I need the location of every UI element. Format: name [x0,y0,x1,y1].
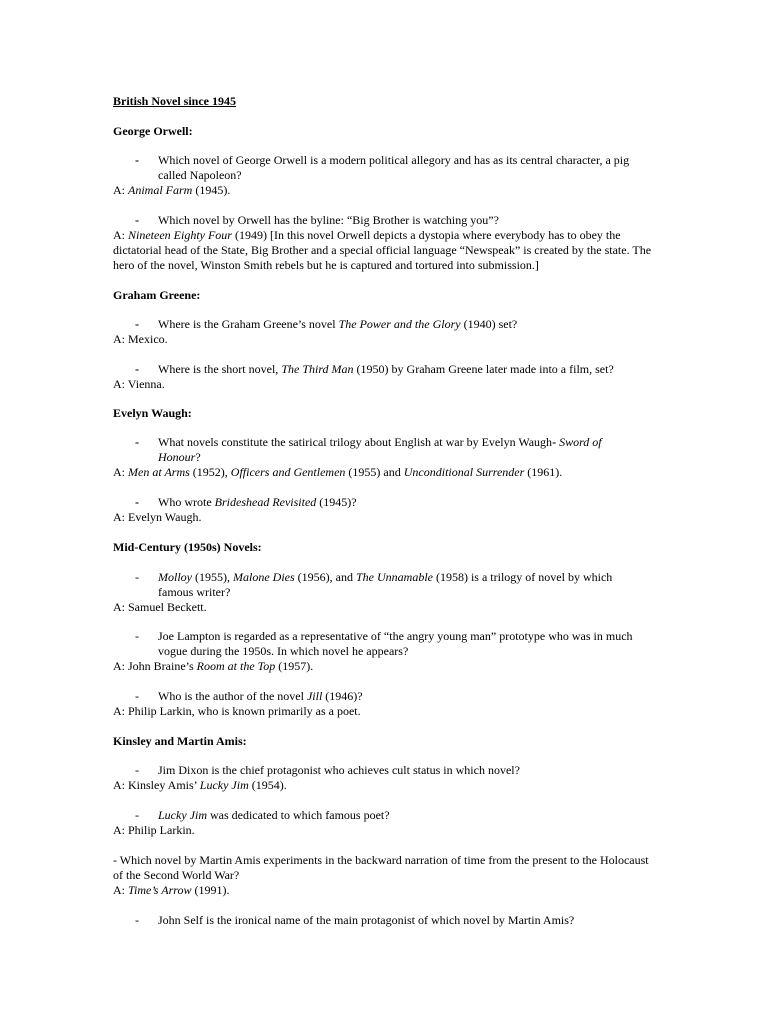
answer-text: A: John Braine’s Room at the Top (1957). [113,659,314,673]
question-text: John Self is the ironical name of the main protagonist of which novel by Martin Amis? [158,913,575,927]
question-item: - Joe Lampton is regarded as a representative of “the angry young man” prototype who was in much vogue during the 1950s. In which novel he appears? [113,629,658,659]
question-text: Lucky Jim was dedicated to which famous poet? [158,808,390,822]
section-heading-waugh: Evelyn Waugh: [113,406,192,420]
question-text: Which novel by Orwell has the byline: “Big Brother is watching you”? [158,213,499,227]
question-text: Joe Lampton is regarded as a representative of “the angry young man” prototype who was in much vogue during the 1950s. In which novel he appears? [158,629,633,658]
answer-text: A: Nineteen Eighty Four (1949) [In this novel Orwell depicts a dystopia where everybody has to obey the dictatorial head of the State, Big Brother and a special official language “Newspeak” is created by the state. The hero of the novel, Winston Smith rebels but he is captured and tortured into submission.] [113,228,652,272]
question-text: - Which novel by Martin Amis experiments in the backward narration of time from the present to the Holocaust of the Second World War? [113,853,649,882]
section-heading-greene: Graham Greene: [113,288,201,302]
section-heading-mid-century: Mid-Century (1950s) Novels: [113,540,262,554]
question-text: Which novel of George Orwell is a modern political allegory and has as its central character, a pig called Napoleon? [158,153,630,182]
question-item: - Lucky Jim was dedicated to which famous poet? [113,808,658,823]
section-heading-orwell: George Orwell: [113,124,193,138]
answer-text: A: Kinsley Amis’ Lucky Jim (1954). [113,778,287,792]
answer-text: A: Mexico. [113,332,168,346]
section-heading-amis: Kinsley and Martin Amis: [113,734,247,748]
answer-text: A: Evelyn Waugh. [113,510,202,524]
question-item: - Where is the short novel, The Third Man (1950) by Graham Greene later made into a film, set? [113,362,658,377]
question-text: Who wrote Brideshead Revisited (1945)? [158,495,357,509]
question-item: - Which novel by Orwell has the byline: “Big Brother is watching you”? [113,213,658,228]
answer-text: A: Time’s Arrow (1991). [113,883,230,897]
answer-text: A: Animal Farm (1945). [113,183,231,197]
question-text: Jim Dixon is the chief protagonist who achieves cult status in which novel? [158,763,520,777]
question-item: - Who is the author of the novel Jill (1946)? [113,689,658,704]
question-item: - What novels constitute the satirical trilogy about English at war by Evelyn Waugh- Sword of Honour? [113,435,658,465]
question-text: Molloy (1955), Malone Dies (1956), and The Unnamable (1958) is a trilogy of novel by which famous writer? [158,570,613,599]
answer-text: A: Samuel Beckett. [113,600,207,614]
answer-text: A: Men at Arms (1952), Officers and Gentlemen (1955) and Unconditional Surrender (1961). [113,465,563,479]
question-text: Where is the Graham Greene’s novel The Power and the Glory (1940) set? [158,317,518,331]
document-title: British Novel since 1945 [113,94,236,108]
question-item: - Jim Dixon is the chief protagonist who achieves cult status in which novel? [113,763,658,778]
question-item: - Molloy (1955), Malone Dies (1956), and The Unnamable (1958) is a trilogy of novel by which famous writer? [113,570,658,600]
question-item: - John Self is the ironical name of the main protagonist of which novel by Martin Amis? [113,913,658,928]
question-text: Who is the author of the novel Jill (1946)? [158,689,363,703]
question-item: - Where is the Graham Greene’s novel The Power and the Glory (1940) set? [113,317,658,332]
question-text: What novels constitute the satirical trilogy about English at war by Evelyn Waugh- Sword of Honour? [158,435,602,464]
answer-text: A: Philip Larkin, who is known primarily as a poet. [113,704,361,718]
question-item: - Who wrote Brideshead Revisited (1945)? [113,495,658,510]
question-text: Where is the short novel, The Third Man (1950) by Graham Greene later made into a film, set? [158,362,614,376]
question-item: - Which novel of George Orwell is a modern political allegory and has as its central character, a pig called Napoleon? [113,153,658,183]
answer-text: A: Philip Larkin. [113,823,195,837]
answer-text: A: Vienna. [113,377,165,391]
